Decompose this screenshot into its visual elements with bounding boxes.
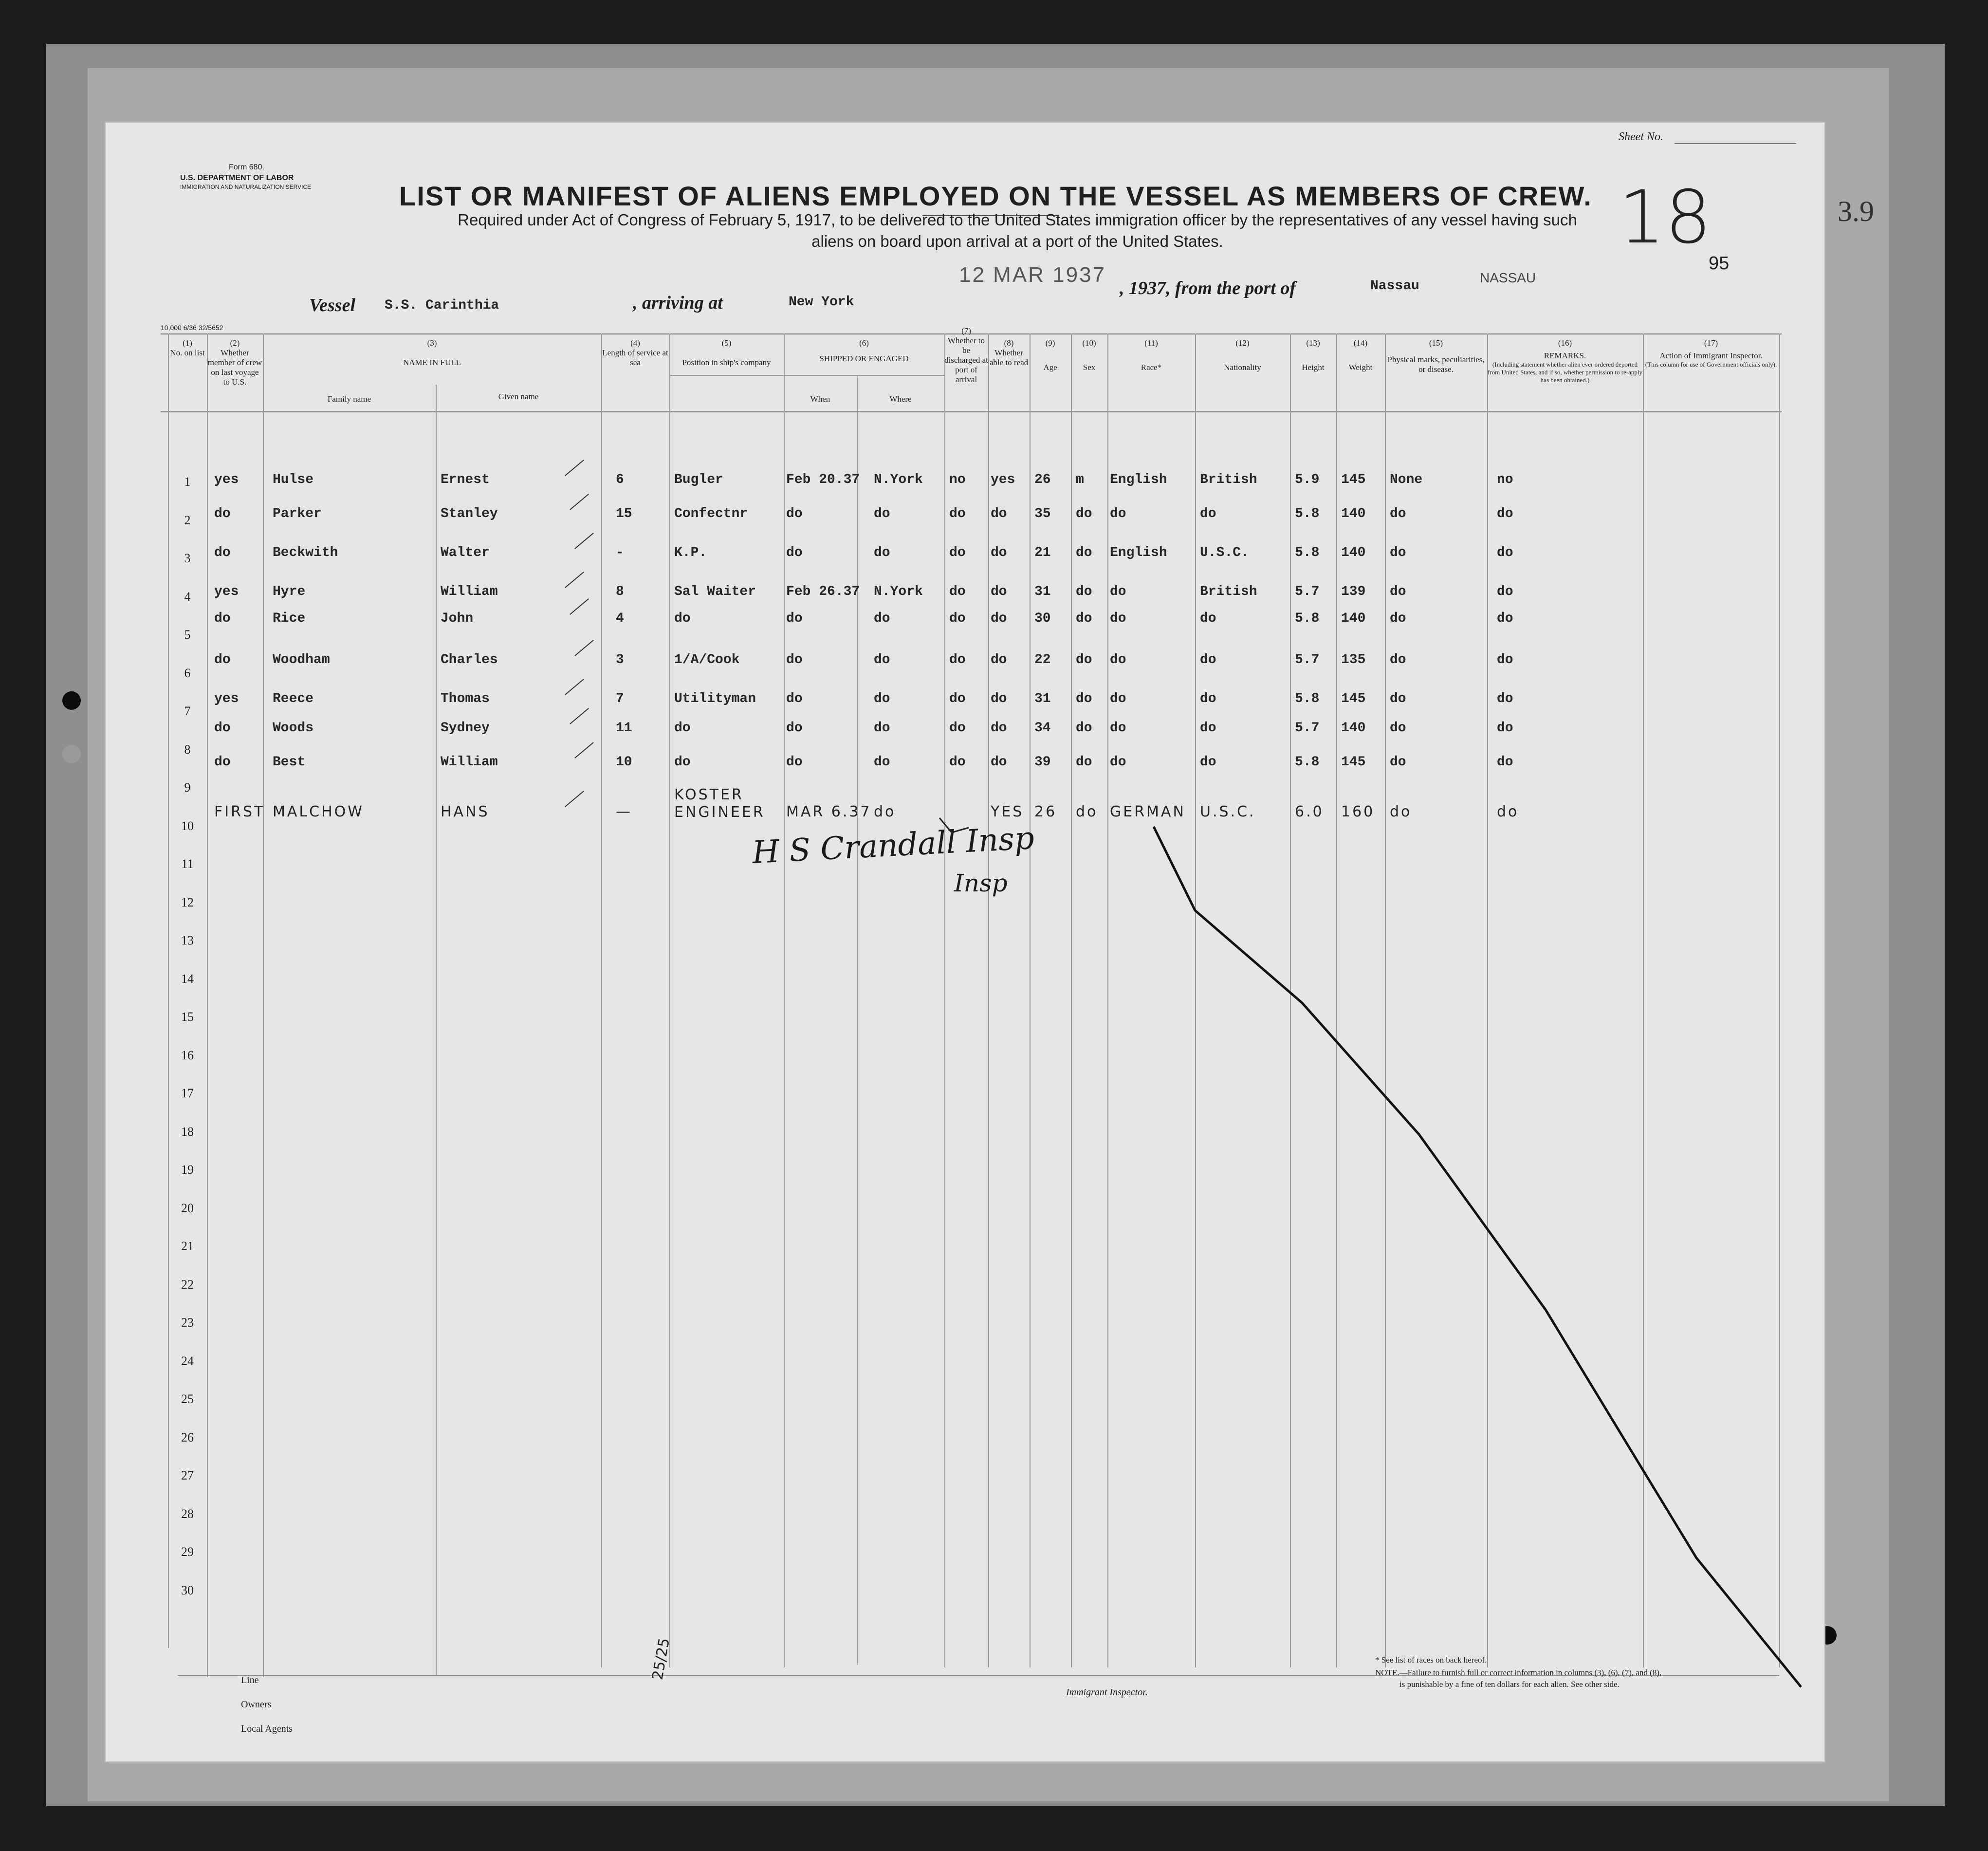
col-header-nationality: (12) Nationality: [1224, 338, 1261, 372]
read-cell: do: [991, 584, 1007, 599]
nationality-cell: do: [1200, 755, 1216, 770]
service-cell: 6: [616, 472, 624, 487]
weight-cell: 160: [1341, 803, 1375, 820]
physical-marks-cell: do: [1390, 721, 1406, 736]
shipped-when-cell: do: [786, 691, 803, 706]
nationality-cell: U.S.C.: [1200, 803, 1256, 820]
departure-port: Nassau: [1370, 278, 1419, 294]
row-number: 29: [181, 1545, 194, 1559]
age-cell: 21: [1034, 545, 1051, 560]
remarks-cell: do: [1497, 652, 1513, 667]
weight-cell: 140: [1341, 611, 1366, 626]
row-number: 5: [184, 628, 191, 642]
given-name-cell: Charles: [441, 652, 498, 667]
service-cell: 3: [616, 652, 624, 667]
row-number: 15: [181, 1010, 194, 1024]
height-cell: 5.8: [1295, 545, 1320, 560]
col-header-age: (9) Age: [1043, 338, 1057, 372]
inspector-signature-title: Insp: [954, 869, 1008, 897]
nationality-cell: British: [1200, 584, 1257, 599]
page-number: 95: [1709, 253, 1730, 274]
height-cell: 5.7: [1295, 584, 1320, 599]
given-name-cell: Ernest: [441, 472, 490, 487]
col-header-given-name: Given name: [498, 392, 539, 401]
physical-marks-cell: do: [1390, 506, 1406, 521]
given-name-cell: Sydney: [441, 721, 490, 736]
footer-line-label: Line: [241, 1675, 259, 1685]
position-cell: do: [674, 721, 691, 736]
physical-marks-cell: do: [1390, 611, 1406, 626]
row-number: 6: [184, 666, 191, 680]
read-cell: do: [991, 691, 1007, 706]
row-number: 18: [181, 1124, 194, 1139]
cancel-stroke: [105, 122, 1825, 1762]
row-number: 23: [181, 1315, 194, 1330]
age-cell: 26: [1034, 472, 1051, 487]
given-name-cell: William: [441, 584, 498, 599]
binder-hole: [62, 745, 81, 763]
footer-inspector-label: Immigrant Inspector.: [1066, 1687, 1148, 1698]
physical-marks-cell: do: [1390, 584, 1406, 599]
read-cell: do: [991, 506, 1007, 521]
row-number: 17: [181, 1086, 194, 1100]
col-header-read: (8) Whether able to read: [989, 338, 1029, 367]
margin-mark: 3.9: [1838, 195, 1874, 227]
nationality-cell: do: [1200, 506, 1216, 521]
family-name-cell: Rice: [273, 611, 306, 626]
physical-marks-cell: do: [1390, 755, 1406, 770]
arriving-port: New York: [789, 295, 854, 310]
position-cell: Utilityman: [674, 691, 756, 706]
department-label: U.S. DEPARTMENT OF LABOR: [180, 174, 294, 182]
row-number: 14: [181, 971, 194, 986]
height-cell: 5.8: [1295, 755, 1320, 770]
service-cell: -: [616, 545, 624, 560]
col-header-last-voyage: (2) Whether member of crew on last voyage to U.S.: [207, 338, 262, 387]
family-name-cell: MALCHOW: [273, 803, 364, 820]
given-name-cell: John: [441, 611, 474, 626]
shipped-where-cell: N.York: [874, 472, 923, 487]
sex-cell: m: [1076, 472, 1084, 487]
read-cell: do: [991, 755, 1007, 770]
footer-note-2: is punishable by a fine of ten dollars for each alien. See other side.: [1399, 1680, 1620, 1689]
weight-cell: 140: [1341, 506, 1366, 521]
last-voyage-cell: yes: [214, 472, 239, 487]
row-number: 11: [181, 857, 194, 871]
footer-note-races: * See list of races on back hereof.: [1375, 1655, 1487, 1665]
family-name-cell: Parker: [273, 506, 322, 521]
col-header-action: (17) Action of Immigrant Inspector. (This column for use of Government officials only).: [1645, 338, 1777, 368]
read-cell: YES: [991, 803, 1024, 820]
manifest-sheet: [105, 122, 1874, 1762]
row-number: 25: [181, 1392, 194, 1406]
weight-cell: 145: [1341, 755, 1366, 770]
sex-cell: do: [1076, 721, 1092, 736]
race-cell: do: [1110, 721, 1126, 736]
last-voyage-cell: do: [214, 506, 231, 521]
height-cell: 5.7: [1295, 721, 1320, 736]
discharged-cell: no: [949, 472, 966, 487]
weight-cell: 145: [1341, 472, 1366, 487]
inspector-signature: H S Crandall Insp: [751, 820, 1035, 871]
given-name-cell: William: [441, 755, 498, 770]
position-cell: Sal Waiter: [674, 584, 756, 599]
race-cell: do: [1110, 755, 1126, 770]
shipped-where-cell: do: [874, 652, 890, 667]
last-voyage-cell: yes: [214, 584, 239, 599]
age-cell: 39: [1034, 755, 1051, 770]
footer-owners-label: Owners: [241, 1699, 272, 1710]
remarks-cell: do: [1497, 545, 1513, 560]
weight-cell: 140: [1341, 545, 1366, 560]
given-name-cell: Walter: [441, 545, 490, 560]
height-cell: 6.0: [1295, 803, 1324, 820]
sheet-number-label: Sheet No.: [1619, 130, 1663, 143]
family-name-cell: Hulse: [273, 472, 314, 487]
age-cell: 35: [1034, 506, 1051, 521]
row-number: 2: [184, 513, 191, 527]
col-header-shipped: (6) SHIPPED OR ENGAGED: [819, 338, 909, 363]
weight-cell: 140: [1341, 721, 1366, 736]
row-number: 12: [181, 895, 194, 909]
family-name-cell: Woods: [273, 721, 314, 736]
discharged-cell: do: [949, 611, 966, 626]
remarks-cell: do: [1497, 584, 1513, 599]
col-header-discharged: (7) Whether to be discharged at port of arrival: [944, 326, 988, 384]
remarks-cell: do: [1497, 721, 1513, 736]
year-port-label: , 1937, from the port of: [1120, 278, 1296, 298]
row-number: 8: [184, 742, 191, 757]
port-stamp: NASSAU: [1480, 270, 1536, 285]
nationality-cell: do: [1200, 611, 1216, 626]
service-cell: 15: [616, 506, 632, 521]
remarks-cell: do: [1497, 803, 1519, 820]
read-cell: yes: [991, 472, 1015, 487]
given-name-cell: Thomas: [441, 691, 490, 706]
shipped-when-cell: MAR 6.37: [786, 803, 872, 820]
position-cell: Confectnr: [674, 506, 748, 521]
family-name-cell: Hyre: [273, 584, 306, 599]
weight-cell: 135: [1341, 652, 1366, 667]
shipped-when-cell: do: [786, 652, 803, 667]
row-number: 30: [181, 1583, 194, 1597]
discharged-cell: do: [949, 755, 966, 770]
col-header-name: (3) NAME IN FULL: [403, 338, 461, 367]
shipped-where-cell: do: [874, 721, 890, 736]
remarks-cell: do: [1497, 755, 1513, 770]
physical-marks-cell: do: [1390, 652, 1406, 667]
shipped-where-cell: do: [874, 755, 890, 770]
height-cell: 5.8: [1295, 506, 1320, 521]
last-voyage-cell: do: [214, 755, 231, 770]
height-cell: 5.8: [1295, 691, 1320, 706]
family-name-cell: Woodham: [273, 652, 330, 667]
position-cell: 1/A/Cook: [674, 652, 740, 667]
col-header-service: (4) Length of service at sea: [602, 338, 668, 367]
service-label: IMMIGRATION AND NATURALIZATION SERVICE: [180, 184, 312, 190]
arriving-label: , arriving at: [633, 293, 723, 313]
age-cell: 30: [1034, 611, 1051, 626]
row-number: 16: [181, 1048, 194, 1062]
shipped-where-cell: do: [874, 506, 890, 521]
col-header-no: (1) No. on list: [170, 338, 205, 357]
col-header-remarks: (16) REMARKS. (Including statement whether alien ever ordered deported from United States, and if so, whether permission to re-apply has been obtained.): [1487, 338, 1643, 384]
weight-cell: 145: [1341, 691, 1366, 706]
height-cell: 5.7: [1295, 652, 1320, 667]
race-cell: do: [1110, 506, 1126, 521]
race-cell: English: [1110, 472, 1167, 487]
weight-cell: 139: [1341, 584, 1366, 599]
remarks-cell: do: [1497, 506, 1513, 521]
shipped-when-cell: do: [786, 721, 803, 736]
shipped-where-cell: do: [874, 611, 890, 626]
position-cell: Bugler: [674, 472, 723, 487]
shipped-when-cell: Feb 20.37: [786, 472, 860, 487]
sex-cell: do: [1076, 545, 1092, 560]
row-number: 21: [181, 1239, 194, 1253]
discharged-cell: do: [949, 545, 966, 560]
remarks-cell: do: [1497, 611, 1513, 626]
discharged-cell: do: [949, 721, 966, 736]
race-cell: do: [1110, 691, 1126, 706]
row-number: 26: [181, 1430, 194, 1444]
col-header-when: When: [810, 394, 830, 404]
footer-note-1: NOTE.—Failure to furnish full or correct information in columns (3), (6), (7), and (8),: [1375, 1668, 1662, 1677]
row-number: 27: [181, 1468, 194, 1482]
family-name-cell: Best: [273, 755, 306, 770]
remarks-cell: do: [1497, 691, 1513, 706]
sex-cell: do: [1076, 803, 1098, 820]
physical-marks-cell: None: [1390, 472, 1423, 487]
row-number: 20: [181, 1201, 194, 1215]
nationality-cell: U.S.C.: [1200, 545, 1249, 560]
col-header-race: (11) Race*: [1141, 338, 1162, 372]
binder-hole: [62, 691, 81, 710]
last-voyage-cell: FIRST: [214, 803, 265, 820]
row-number: 9: [184, 780, 191, 795]
shipped-where-cell: do: [874, 691, 890, 706]
physical-marks-cell: do: [1390, 803, 1412, 820]
nationality-cell: do: [1200, 691, 1216, 706]
service-cell: 4: [616, 611, 624, 626]
shipped-where-cell: do: [874, 545, 890, 560]
print-code: 10,000 6/36 32/5652: [161, 324, 223, 332]
row-number: 13: [181, 933, 194, 947]
position-cell: do: [674, 611, 691, 626]
col-header-family-name: Family name: [327, 394, 371, 404]
service-cell: —: [616, 803, 632, 820]
shipped-when-cell: Feb 26.37: [786, 584, 860, 599]
row-number: 19: [181, 1163, 194, 1177]
vessel-label: Vessel: [309, 295, 355, 315]
service-cell: 8: [616, 584, 624, 599]
nationality-cell: British: [1200, 472, 1257, 487]
subtitle-line2: aliens on board upon arrival at a port of the United States.: [811, 232, 1223, 250]
col-header-sex: (10) Sex: [1082, 338, 1096, 372]
page-title: LIST OR MANIFEST OF ALIENS EMPLOYED ON THE VESSEL AS MEMBERS OF CREW.: [399, 181, 1592, 211]
row-number: 10: [181, 818, 194, 833]
position-cell: K.P.: [674, 545, 707, 560]
handwritten-fraction: 25/25: [649, 1636, 673, 1682]
vessel-name: S.S. Carinthia: [385, 298, 499, 313]
height-cell: 5.9: [1295, 472, 1320, 487]
race-cell: GERMAN: [1110, 803, 1186, 820]
sex-cell: do: [1076, 506, 1092, 521]
row-number: 24: [181, 1353, 194, 1368]
row-number: 7: [184, 704, 191, 718]
discharged-cell: do: [949, 584, 966, 599]
given-name-cell: Stanley: [441, 506, 498, 521]
row-number: 4: [184, 589, 191, 604]
physical-marks-cell: do: [1390, 545, 1406, 560]
last-voyage-cell: yes: [214, 691, 239, 706]
row-number: 3: [184, 551, 191, 565]
physical-marks-cell: do: [1390, 691, 1406, 706]
age-cell: 22: [1034, 652, 1051, 667]
given-name-cell: HANS: [441, 803, 490, 820]
last-voyage-cell: do: [214, 652, 231, 667]
sex-cell: do: [1076, 584, 1092, 599]
nationality-cell: do: [1200, 652, 1216, 667]
remarks-cell: no: [1497, 472, 1513, 487]
service-cell: 7: [616, 691, 624, 706]
age-cell: 31: [1034, 584, 1051, 599]
subtitle-line1: Required under Act of Congress of February 5, 1917, to be delivered to the United States immigration officer by the representatives of any vessel having such: [458, 211, 1577, 229]
col-header-physical-marks: (15) Physical marks, peculiarities, or disease.: [1387, 338, 1485, 374]
sex-cell: do: [1076, 652, 1092, 667]
footer-agents-label: Local Agents: [241, 1723, 293, 1734]
form-number: Form 680.: [229, 163, 264, 171]
last-voyage-cell: do: [214, 545, 231, 560]
shipped-where-cell: do: [874, 803, 896, 820]
shipped-when-cell: do: [786, 611, 803, 626]
discharged-cell: do: [949, 506, 966, 521]
sex-cell: do: [1076, 611, 1092, 626]
date-stamp: 12 MAR 1937: [959, 263, 1106, 287]
race-cell: do: [1110, 652, 1126, 667]
row-number: 28: [181, 1506, 194, 1521]
row-number: 22: [181, 1277, 194, 1292]
race-cell: do: [1110, 584, 1126, 599]
handwritten-sheet-number: 18: [1619, 175, 1712, 260]
col-header-weight: (14) Weight: [1348, 338, 1373, 372]
shipped-when-cell: do: [786, 545, 803, 560]
row-number: 1: [184, 475, 191, 489]
discharged-cell: do: [949, 691, 966, 706]
age-cell: 34: [1034, 721, 1051, 736]
last-voyage-cell: do: [214, 721, 231, 736]
service-cell: 11: [616, 721, 632, 736]
race-cell: do: [1110, 611, 1126, 626]
col-header-height: (13) Height: [1302, 338, 1325, 372]
shipped-where-cell: N.York: [874, 584, 923, 599]
shipped-when-cell: do: [786, 506, 803, 521]
sex-cell: do: [1076, 755, 1092, 770]
shipped-when-cell: do: [786, 755, 803, 770]
service-cell: 10: [616, 755, 632, 770]
family-name-cell: Beckwith: [273, 545, 338, 560]
read-cell: do: [991, 652, 1007, 667]
race-cell: English: [1110, 545, 1167, 560]
discharged-cell: do: [949, 652, 966, 667]
age-cell: 26: [1034, 803, 1057, 820]
col-header-where: Where: [889, 394, 912, 404]
read-cell: do: [991, 611, 1007, 626]
read-cell: do: [991, 545, 1007, 560]
sex-cell: do: [1076, 691, 1092, 706]
position-cell: do: [674, 755, 691, 770]
nationality-cell: do: [1200, 721, 1216, 736]
last-voyage-cell: do: [214, 611, 231, 626]
col-header-position: (5) Position in ship's company: [682, 338, 771, 367]
family-name-cell: Reece: [273, 691, 314, 706]
position-cell: KOSTER ENGINEER: [674, 786, 765, 821]
age-cell: 31: [1034, 691, 1051, 706]
read-cell: do: [991, 721, 1007, 736]
height-cell: 5.8: [1295, 611, 1320, 626]
